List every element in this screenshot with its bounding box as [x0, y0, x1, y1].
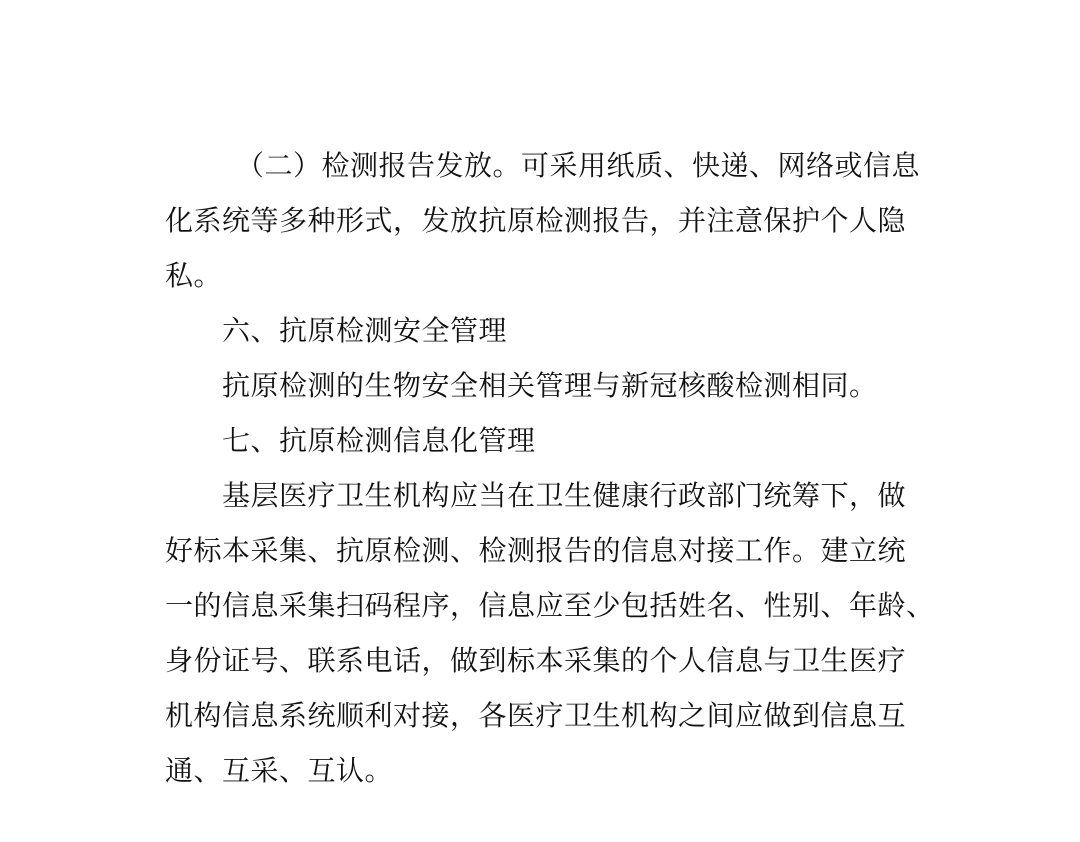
paragraph-line: 抗原检测的生物安全相关管理与新冠核酸检测相同。 [222, 369, 878, 402]
paragraph-line: 私。 [165, 259, 223, 292]
paragraph-line: 一的信息采集扫码程序，信息应至少包括姓名、性别、年龄、 [165, 589, 935, 622]
paragraph-line: 好标本采集、抗原检测、检测报告的信息对接工作。建立统 [165, 534, 907, 567]
section-heading: 七、抗原检测信息化管理 [222, 424, 536, 457]
section-heading: 六、抗原检测安全管理 [222, 314, 508, 347]
paragraph-line: 身份证号、联系电话，做到标本采集的个人信息与卫生医疗 [165, 644, 907, 677]
paragraph-line: 机构信息系统顺利对接，各医疗卫生机构之间应做到信息互 [165, 699, 907, 732]
paragraph-line: 通、互采、互认。 [165, 754, 394, 787]
paragraph-line: （二）检测报告发放。可采用纸质、快递、网络或信息 [236, 149, 921, 182]
paragraph-line: 基层医疗卫生机构应当在卫生健康行政部门统筹下，做 [222, 479, 907, 512]
paragraph-line: 化系统等多种形式，发放抗原检测报告，并注意保护个人隐 [165, 204, 907, 237]
